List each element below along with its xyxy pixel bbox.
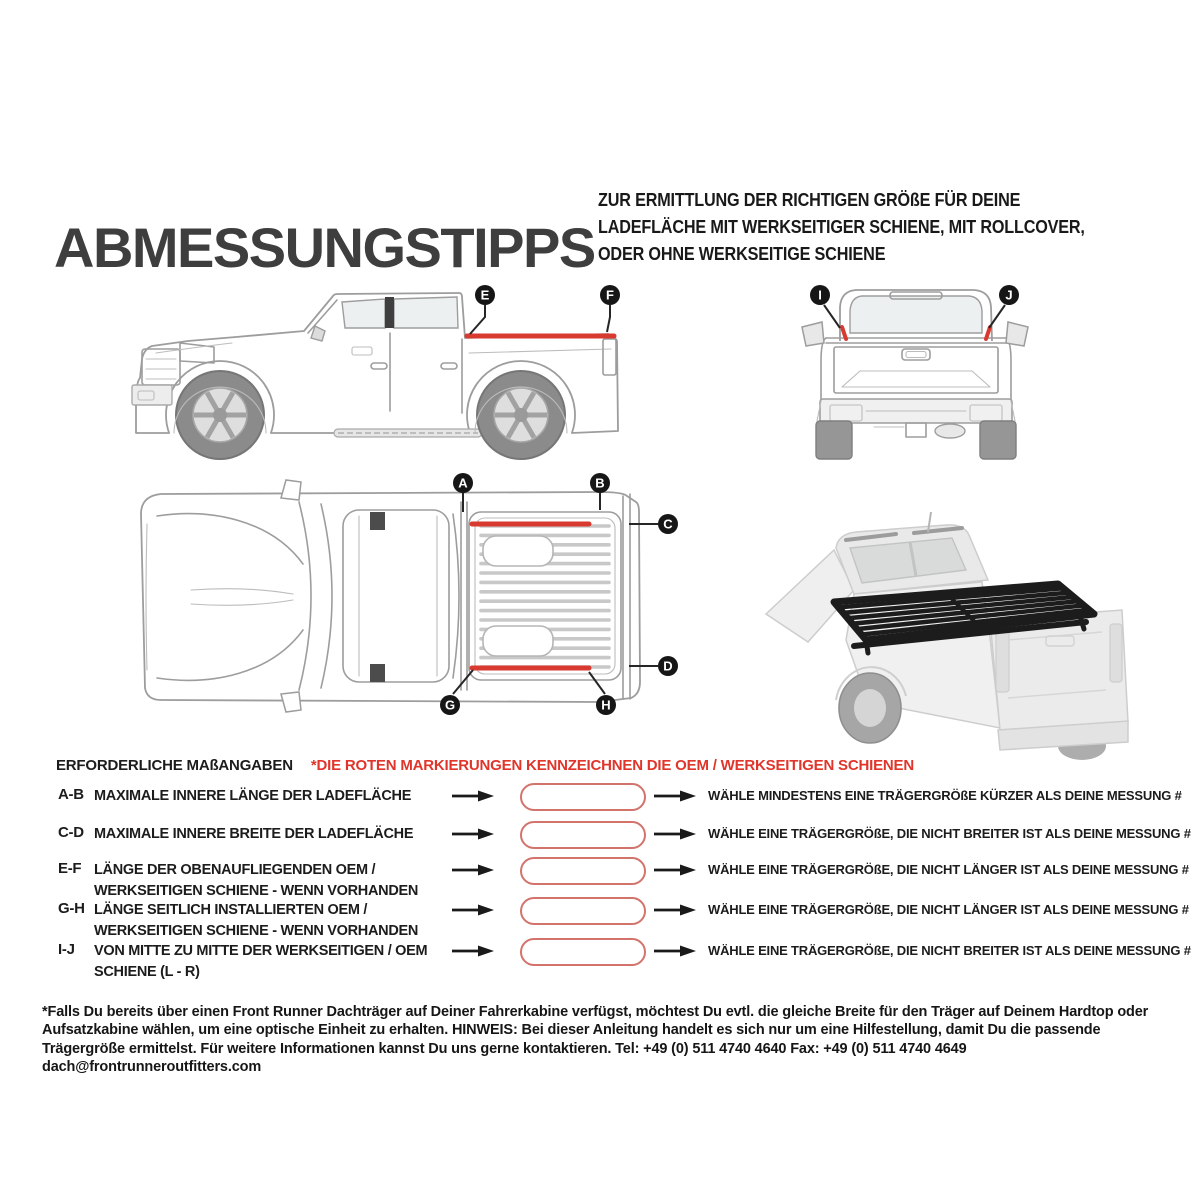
- row-label: I-J: [58, 941, 75, 958]
- measurements-heading-row: [56, 757, 914, 774]
- measurement-row-cd: [0, 821, 1200, 847]
- page-title: ABMESSUNGSTIPPS: [54, 215, 595, 279]
- measurements-heading: ERFORDERLICHE MAßANGABEN: [56, 757, 293, 774]
- arrow-right-icon: [452, 863, 494, 877]
- marker-i: [810, 285, 830, 305]
- arrow-right-icon: [654, 827, 696, 841]
- arrow-right-icon: [654, 944, 696, 958]
- marker-a: [453, 473, 473, 493]
- svg-text:D: D: [663, 658, 673, 674]
- marker-f: [600, 285, 620, 305]
- marker-c: [658, 514, 678, 534]
- arrow-right-icon: [452, 944, 494, 958]
- row-instruction: WÄHLE EINE TRÄGERGRÖßE, DIE NICHT LÄNGER IST ALS DEINE MESSUNG #: [708, 862, 1189, 877]
- arrow-right-icon: [654, 789, 696, 803]
- marker-j: [999, 285, 1019, 305]
- marker-b: [590, 473, 610, 493]
- arrow-right-icon: [654, 903, 696, 917]
- svg-text:C: C: [663, 516, 673, 532]
- row-label: C-D: [58, 824, 84, 841]
- row-label: E-F: [58, 860, 82, 877]
- row-description: LÄNGE SEITLICH INSTALLIERTEN OEM / WERKSEITIGEN SCHIENE - WENN VORHANDEN: [94, 902, 419, 939]
- truck-rear-view-diagram: [788, 281, 1062, 479]
- truck-bed-rack-3d-photo: [750, 490, 1164, 766]
- svg-text:H: H: [601, 697, 611, 713]
- row-label: G-H: [58, 900, 85, 917]
- row-description: VON MITTE ZU MITTE DER WERKSEITIGEN / OEM SCHIENE (L - R): [94, 943, 428, 980]
- svg-text:E: E: [480, 287, 490, 303]
- measurement-input-ab[interactable]: [520, 783, 646, 811]
- marker-g: [440, 695, 460, 715]
- svg-text:I: I: [818, 287, 822, 303]
- row-instruction: WÄHLE EINE TRÄGERGRÖßE, DIE NICHT LÄNGER IST ALS DEINE MESSUNG #: [708, 902, 1189, 917]
- row-description: MAXIMALE INNERE BREITE DER LADEFLÄCHE: [94, 826, 414, 842]
- measurement-input-ij[interactable]: [520, 938, 646, 966]
- arrow-right-icon: [654, 863, 696, 877]
- row-instruction: WÄHLE EINE TRÄGERGRÖßE, DIE NICHT BREITER IST ALS DEINE MESSUNG #: [708, 943, 1191, 958]
- svg-text:G: G: [444, 697, 456, 713]
- row-description: LÄNGE DER OBENAUFLIEGENDEN OEM / WERKSEITIGEN SCHIENE - WENN VORHANDEN: [94, 862, 419, 899]
- svg-text:A: A: [458, 475, 468, 491]
- measurement-row-ij: [0, 938, 1200, 980]
- row-label: A-B: [58, 786, 84, 803]
- measurement-input-cd[interactable]: [520, 821, 646, 849]
- arrow-right-icon: [452, 827, 494, 841]
- truck-side-view-diagram: [128, 281, 625, 479]
- truck-top-view-diagram: [131, 468, 693, 734]
- measurement-row-ef: [0, 857, 1200, 899]
- marker-h: [596, 695, 616, 715]
- footnote-text: *Falls Du bereits über einen Front Runner Dachträger auf Deiner Fahrerkabine verfügst, möchtest Du evtl. die gleiche Breite für den Träger auf Deinem Hardtop oder Aufsatzkabine wählen, um eine optische Einheit zu erhalten. HINWEIS: Bei dieser Anleitung handelt es sich nur um eine Hilfestellung, damit Du die passende Trägergröße ermittelst. Für weitere Informationen kannst Du uns gerne kontaktieren. Tel: +49 (0) 511 4740 4640 Fax: +49 (0) 511 4740 4649 dach@frontrunneroutfitters.com: [42, 1003, 1149, 1075]
- measurement-row-gh: [0, 897, 1200, 939]
- measurement-input-ef[interactable]: [520, 857, 646, 885]
- row-instruction: WÄHLE EINE TRÄGERGRÖßE, DIE NICHT BREITER IST ALS DEINE MESSUNG #: [708, 826, 1191, 841]
- svg-text:B: B: [595, 475, 605, 491]
- page-subtitle: ZUR ERMITTLUNG DER RICHTIGEN GRÖßE FÜR DEINE LADEFLÄCHE MIT WERKSEITIGER SCHIENE, MIT ROLLCOVER, ODER OHNE WERKSEITIGE SCHIENE: [598, 190, 1085, 264]
- svg-text:F: F: [606, 287, 614, 303]
- marker-e: [475, 285, 495, 305]
- svg-text:J: J: [1005, 287, 1013, 303]
- red-markings-note: *DIE ROTEN MARKIERUNGEN KENNZEICHNEN DIE OEM / WERKSEITIGEN SCHIENEN: [310, 757, 914, 774]
- measurement-input-gh[interactable]: [520, 897, 646, 925]
- row-instruction: WÄHLE MINDESTENS EINE TRÄGERGRÖßE KÜRZER ALS DEINE MESSUNG #: [708, 788, 1182, 803]
- arrow-right-icon: [452, 789, 494, 803]
- row-description: MAXIMALE INNERE LÄNGE DER LADEFLÄCHE: [94, 788, 412, 804]
- measurement-row-ab: [0, 783, 1200, 809]
- marker-d: [658, 656, 678, 676]
- arrow-right-icon: [452, 903, 494, 917]
